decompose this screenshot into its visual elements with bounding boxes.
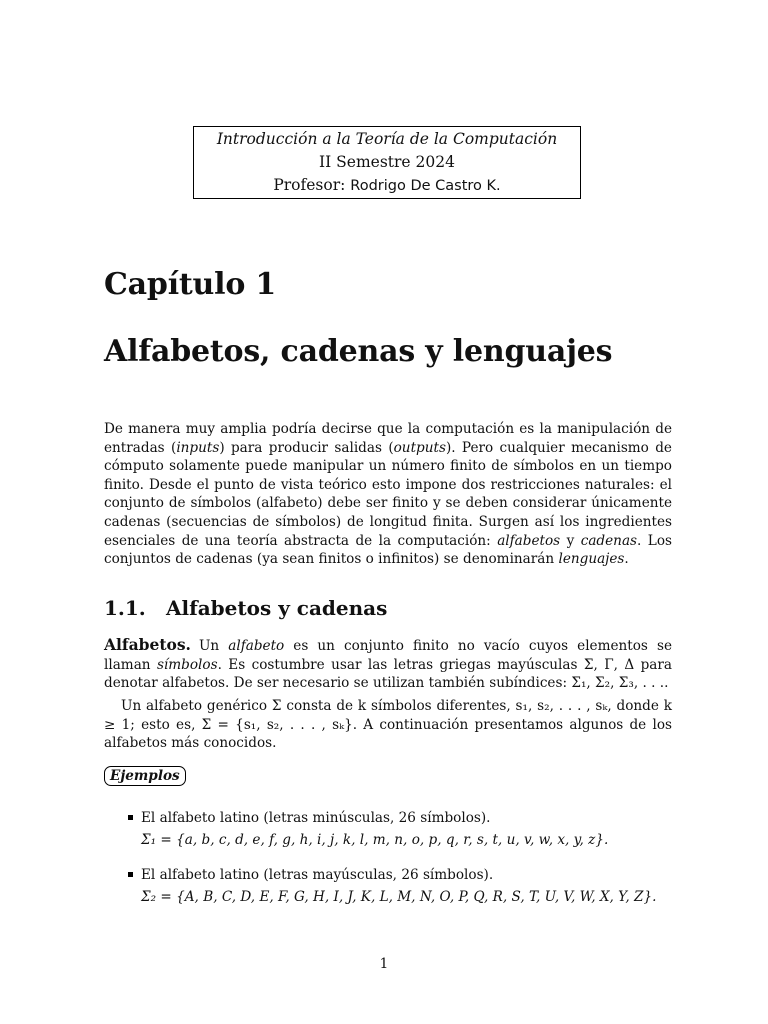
professor-line: [194, 174, 580, 198]
semester: II Semestre 2024: [319, 153, 455, 171]
course-header-box: [193, 126, 581, 199]
bullet-icon: [128, 872, 133, 877]
professor-name: Rodrigo De Castro K.: [350, 178, 501, 194]
list-item: [104, 807, 672, 851]
section-heading: [104, 596, 387, 620]
alfabetos-paragraph: Alfabetos. Un alfabeto es un conjunto finito no vacío cuyos elementos se llaman símbolos. Es costumbre usar las letras griegas mayúsculas Σ, Γ, Δ para denotar alfabetos. De ser necesario se utilizan también subíndices: Σ₁, Σ₂, Σ₃, . . ..: [104, 635, 672, 692]
list-item-math: Σ₁ = {a, b, c, d, e, f, g, h, i, j, k, l, m, n, o, p, q, r, s, t, u, v, w, x, y, z}.: [141, 832, 609, 848]
list-item-math: Σ₂ = {A, B, C, D, E, F, G, H, I, J, K, L, M, N, O, P, Q, R, S, T, U, V, W, X, Y, Z}.: [141, 889, 657, 905]
chapter-number: Capítulo 1: [104, 267, 277, 302]
definition-lead: Alfabetos.: [104, 635, 191, 654]
bullet-icon: [128, 815, 133, 820]
list-item-text: El alfabeto latino (letras mayúsculas, 26 símbolos).: [141, 867, 494, 883]
professor-label: Profesor:: [273, 176, 351, 194]
section-number: 1.1.: [104, 596, 146, 620]
generic-alphabet-paragraph: Un alfabeto genérico Σ consta de k símbolos diferentes, s₁, s₂, . . . , sₖ, donde k ≥ 1; esto es, Σ = {s₁, s₂, . . . , sₖ}. A continuación presentamos algunos de los alfabetos más conocidos.: [104, 698, 672, 752]
section-title: Alfabetos y cadenas: [166, 596, 388, 620]
chapter-title: Alfabetos, cadenas y lenguajes: [104, 334, 613, 369]
page-number: 1: [379, 956, 389, 972]
course-title: Introducción a la Teoría de la Computación: [216, 130, 558, 148]
examples-label: Ejemplos: [104, 766, 186, 786]
list-item: [104, 864, 672, 908]
list-item-text: El alfabeto latino (letras minúsculas, 26 símbolos).: [141, 810, 491, 826]
intro-paragraph: De manera muy amplia podría decirse que la computación es la manipulación de entradas (inputs) para producir salidas (outputs). Pero cualquier mecanismo de cómputo solamente puede manipular un número finito de símbolos en un tiempo finito. Desde el punto de vista teórico esto impone dos restricciones naturales: el conjunto de símbolos (alfabeto) debe ser finito y se deben considerar únicamente cadenas (secuencias de símbolos) de longitud finita. Surgen así los ingredientes esenciales de una teoría abstracta de la computación: alfabetos y cadenas. Los conjuntos de cadenas (ya sean finitos o infinitos) se denominarán lenguajes.: [104, 421, 672, 568]
